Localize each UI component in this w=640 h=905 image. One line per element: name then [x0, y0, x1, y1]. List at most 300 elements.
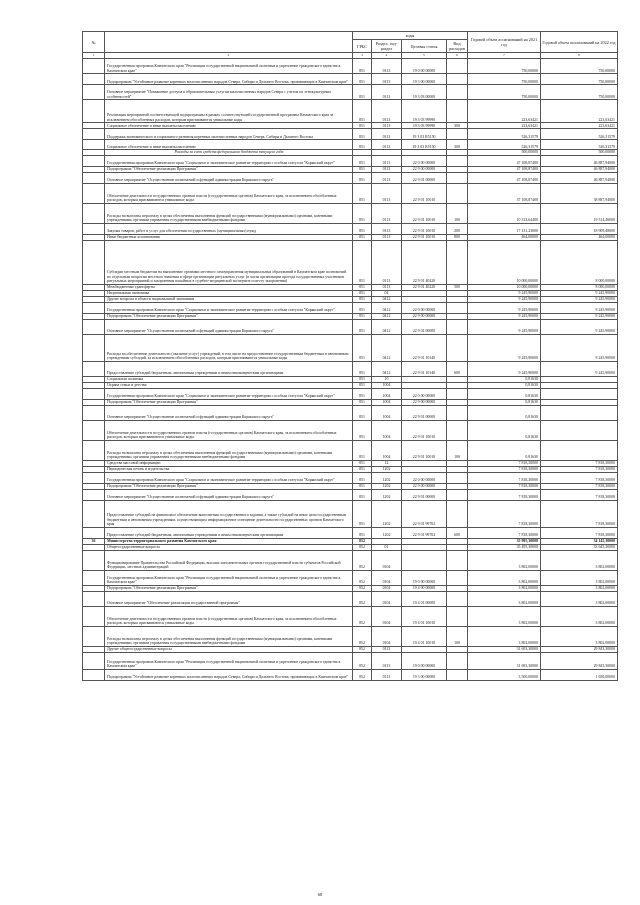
row-rzpr: 1202 — [372, 527, 402, 538]
row-rzpr: 0113 — [372, 129, 402, 140]
row-position — [83, 183, 105, 203]
table-row — [83, 100, 618, 123]
row-name: Общегосударственные вопросы — [105, 544, 353, 550]
row-amount-2022: 29 843,30000 — [541, 652, 618, 669]
row-csr: 22 9 01 00000 — [402, 405, 447, 420]
row-csr: 22 9 01 10010 — [402, 440, 447, 460]
row-amount-2022: 223,63421 — [541, 123, 618, 129]
row-csr: 22 9 01 40220 — [402, 240, 447, 284]
row-grbs: 852 — [353, 585, 372, 591]
row-rzpr: 0113 — [372, 166, 402, 172]
row-amount-2021: 750,00000 — [468, 74, 541, 85]
row-amount-2022: 526,31579 — [541, 129, 618, 140]
table-body — [83, 59, 618, 681]
table-row — [83, 550, 618, 570]
row-grbs: 851 — [353, 166, 372, 172]
row-name: Основное мероприятие "Осуществление полномочий и функций администрации Корякского округа" — [105, 319, 353, 334]
row-csr: 22 0 00 00000 — [402, 302, 447, 313]
row-amount-2021: 10 000,00000 — [468, 284, 541, 290]
row-grbs: 851 — [353, 420, 372, 440]
row-rzpr: 1202 — [372, 483, 402, 489]
table-row — [83, 489, 618, 500]
row-grbs: 851 — [353, 140, 372, 150]
table-row — [83, 155, 618, 166]
row-rzpr: 0113 — [372, 183, 402, 203]
row-csr: 22 9 01 00000 — [402, 319, 447, 334]
row-amount-2021: 7 818,30000 — [468, 466, 541, 472]
row-name: Межбюджетные трансферты — [105, 284, 353, 290]
row-name: Предоставление субсидий на финансовое обеспечение выполнения государственного задания, а также субсидий на иные цели государственным бюджетным и автономным учреждениям, осуществляющим информационное освещение деятельности государственных органов Камчатского края — [105, 500, 353, 527]
row-vr — [447, 59, 468, 74]
row-rzpr: 04 — [372, 290, 402, 296]
row-amount-2021: 0,81630 — [468, 420, 541, 440]
row-rzpr: 0113 — [372, 240, 402, 284]
table-row — [83, 334, 618, 361]
row-grbs: 852 — [353, 544, 372, 550]
row-amount-2021: 35 495,30000 — [468, 544, 541, 550]
row-name: Другие вопросы в области национальной экономики — [105, 296, 353, 302]
row-amount-2022: 46 887,94000 — [541, 172, 618, 183]
row-amount-2021: 3 802,00000 — [468, 550, 541, 570]
row-csr: 22 9 01 10140 — [402, 361, 447, 376]
row-name: Обеспечение деятельности государственных органов власти (государственных органов) Камчатского края, за исключением обособленных расходов, которым присваиваются уникальные коды — [105, 183, 353, 203]
row-amount-2022: 750,00000 — [541, 85, 618, 100]
row-grbs: 851 — [353, 500, 372, 527]
row-csr: 22 9 01 10010 — [402, 203, 447, 223]
row-csr: 19 4 01 00000 — [402, 591, 447, 606]
row-name: Обеспечение деятельности государственных органов власти (государственных органов) Камчатского края, за исключением обособленных расходов, которым присваиваются уникальные коды — [105, 420, 353, 440]
row-position — [83, 669, 105, 680]
row-vr — [447, 591, 468, 606]
row-vr — [447, 669, 468, 680]
row-amount-2022: 7 818,30000 — [541, 466, 618, 472]
row-name: Подпрограмма "Устойчивое развитие коренных малочисленных народов Севера, Сибири и Дальнего Востока, проживающих в Камчатском крае" — [105, 669, 353, 680]
row-amount-2021: 0,81630 — [468, 382, 541, 388]
row-amount-2022: 3 802,00000 — [541, 550, 618, 570]
row-amount-2021: 3 802,00000 — [468, 626, 541, 646]
table-row — [83, 361, 618, 376]
row-csr: 19 3 03 99990 — [402, 100, 447, 123]
row-csr: 22 0 00 00000 — [402, 472, 447, 483]
table-row — [83, 388, 618, 399]
row-name: Реализация мероприятий соответствующей подпрограммы в рамках соответствующей государственной программы Камчатского края за исключением обособленных расходов, которым присваиваются уникальные коды — [105, 100, 353, 123]
row-amount-2022 — [541, 420, 618, 440]
row-vr — [447, 155, 468, 166]
row-amount-2021: 223,63421 — [468, 100, 541, 123]
row-rzpr: 1004 — [372, 420, 402, 440]
row-amount-2021: 7 818,30000 — [468, 489, 541, 500]
row-grbs: 851 — [353, 223, 372, 234]
row-grbs: 851 — [353, 290, 372, 296]
row-vr — [447, 570, 468, 585]
row-grbs: 851 — [353, 183, 372, 203]
row-grbs: 852 — [353, 570, 372, 585]
page-number: 68 — [317, 892, 323, 897]
row-amount-2022: 7 818,30000 — [541, 489, 618, 500]
row-csr: 19 3 03 R5150 — [402, 129, 447, 140]
row-name: Охрана семьи и детства — [105, 382, 353, 388]
row-name: Государственная программа Камчатского края "Социальное и экономическое развитие территории с особым статусом "Корякский округ" — [105, 388, 353, 399]
row-position — [83, 74, 105, 85]
row-amount-2022: 464,00000 — [541, 234, 618, 240]
row-rzpr: 0412 — [372, 313, 402, 319]
row-name: Подпрограмма "Обеспечение реализации Программы" — [105, 166, 353, 172]
row-grbs: 851 — [353, 123, 372, 129]
row-amount-2022: 9 245,90000 — [541, 313, 618, 319]
row-name: Подпрограмма "Обеспечение реализации Программы" — [105, 483, 353, 489]
row-csr: 22 9 00 00000 — [402, 399, 447, 405]
table-row — [83, 591, 618, 606]
table-row — [83, 669, 618, 680]
row-amount-2022: 8 000,00000 — [541, 284, 618, 290]
row-vr — [447, 74, 468, 85]
row-amount-2021: 9 245,90000 — [468, 290, 541, 296]
table-row — [83, 59, 618, 74]
row-vr — [447, 652, 468, 669]
row-amount-2021: 0,81630 — [468, 405, 541, 420]
row-name: Основное мероприятие "Обеспечение реализации государственной программы" — [105, 591, 353, 606]
row-position — [83, 405, 105, 420]
row-rzpr: 0104 — [372, 626, 402, 646]
row-position — [83, 223, 105, 234]
row-position — [83, 570, 105, 585]
row-rzpr: 0412 — [372, 334, 402, 361]
row-amount-2021: 31 693,30000 — [468, 646, 541, 652]
header-index: 8 — [541, 53, 618, 59]
table-row — [83, 74, 618, 85]
table-row — [83, 140, 618, 150]
row-name: Средства массовой информации — [105, 460, 353, 466]
row-name: Расходы на обеспечение деятельности (оказание услуг) учреждений, в том числе на предоставление государственным бюджетным и автономным учреждениям субсидий, за исключением обособленных расходов, которым присваиваются уникальные коды — [105, 334, 353, 361]
row-amount-2022: 223,63421 — [541, 100, 618, 123]
row-amount-2022: 33 645,30000 — [541, 544, 618, 550]
row-amount-2021: 7 818,30000 — [468, 527, 541, 538]
row-amount-2022: 750,00000 — [541, 59, 618, 74]
row-grbs: 851 — [353, 399, 372, 405]
table-header — [83, 32, 618, 59]
row-csr — [402, 550, 447, 570]
row-amount-2022 — [541, 405, 618, 420]
row-amount-2021: 0,81630 — [468, 440, 541, 460]
row-amount-2021: 7 818,30000 — [468, 500, 541, 527]
row-grbs: 851 — [353, 284, 372, 290]
header-index: 4 — [372, 53, 402, 59]
row-grbs: 851 — [353, 313, 372, 319]
table-row — [83, 500, 618, 527]
row-grbs: 852 — [353, 626, 372, 646]
row-vr: 100 — [447, 440, 468, 460]
row-csr: 19 4 00 00000 — [402, 585, 447, 591]
row-name: Предоставление субсидий бюджетным, автономным учреждениям и иным некоммерческим организациям — [105, 527, 353, 538]
row-position — [83, 489, 105, 500]
row-position — [83, 59, 105, 74]
row-vr — [447, 183, 468, 203]
row-grbs: 852 — [353, 550, 372, 570]
row-vr: 100 — [447, 203, 468, 223]
row-rzpr: 0113 — [372, 652, 402, 669]
row-rzpr: 1004 — [372, 388, 402, 399]
header-index: 6 — [447, 53, 468, 59]
row-rzpr: 0412 — [372, 361, 402, 376]
row-csr: 19 4 01 10010 — [402, 606, 447, 626]
row-vr — [447, 172, 468, 183]
header-csr: Целевая статья — [402, 40, 447, 53]
row-vr — [447, 240, 468, 284]
table-row — [83, 570, 618, 585]
row-amount-2022: 7 818,30000 — [541, 527, 618, 538]
row-name: Государственная программа Камчатского края "Социальное и экономическое развитие территории с особым статусом "Корякский округ" — [105, 302, 353, 313]
row-grbs: 851 — [353, 361, 372, 376]
row-position — [83, 85, 105, 100]
row-name: Расходы на выплаты персоналу в целях обеспечения выполнения функций государственными (муниципальными) органами, казенными учреждениями, органами управления государственными внебюджетными фондами — [105, 626, 353, 646]
row-rzpr: 0113 — [372, 155, 402, 166]
row-csr: 22 9 01 40220 — [402, 284, 447, 290]
row-amount-2022: 3 802,00000 — [541, 585, 618, 591]
row-position — [83, 302, 105, 313]
row-position — [83, 155, 105, 166]
row-position — [83, 240, 105, 284]
header-num: № — [83, 32, 105, 53]
row-name: Предоставление субсидий бюджетным, автономным учреждениям и иным некоммерческим организациям — [105, 361, 353, 376]
row-vr: 300 — [447, 140, 468, 150]
row-rzpr: 0412 — [372, 302, 402, 313]
row-amount-2021: 9 245,90000 — [468, 319, 541, 334]
row-grbs: 852 — [353, 606, 372, 626]
row-vr — [447, 489, 468, 500]
row-grbs: 851 — [353, 240, 372, 284]
row-amount-2021: 223,63421 — [468, 123, 541, 129]
row-grbs: 851 — [353, 472, 372, 483]
row-grbs: 851 — [353, 234, 372, 240]
row-amount-2021: 750,00000 — [468, 59, 541, 74]
row-rzpr: 1004 — [372, 399, 402, 405]
row-amount-2021: 17 131,23000 — [468, 223, 541, 234]
row-rzpr: 0113 — [372, 646, 402, 652]
row-amount-2022: 3 802,00000 — [541, 626, 618, 646]
row-amount-2021: 47 108,87400 — [468, 172, 541, 183]
row-grbs: 851 — [353, 85, 372, 100]
row-name: Социальное обеспечение и иные выплаты населению — [105, 123, 353, 129]
header-grbs: ГРБС — [353, 40, 372, 53]
row-grbs: 852 — [353, 646, 372, 652]
table-row — [83, 420, 618, 440]
row-amount-2022: 9 245,90000 — [541, 290, 618, 296]
row-grbs: 852 — [353, 591, 372, 606]
row-grbs: 851 — [353, 489, 372, 500]
row-position — [83, 172, 105, 183]
row-rzpr: 0104 — [372, 585, 402, 591]
table-row — [83, 172, 618, 183]
row-csr: 19 0 00 00000 — [402, 652, 447, 669]
row-grbs: 851 — [353, 440, 372, 460]
row-amount-2022: 750,00000 — [541, 74, 618, 85]
row-grbs: 851 — [353, 74, 372, 85]
row-amount-2021: 3 802,00000 — [468, 591, 541, 606]
row-amount-2021: 7 818,30000 — [468, 460, 541, 466]
row-amount-2021: 464,00000 — [468, 234, 541, 240]
row-amount-2022: 8 000,00000 — [541, 240, 618, 284]
row-name: Основное мероприятие "Повышение доступа к образовательным услугам малочисленных народов Севера с учетом их этнокультурных особенностей" — [105, 85, 353, 100]
table-row — [83, 319, 618, 334]
row-name: Подпрограмма "Устойчивое развитие коренных малочисленных народов Севера, Сибири и Дальнего Востока, проживающих в Камчатском крае" — [105, 74, 353, 85]
row-amount-2022: 7 818,30000 — [541, 460, 618, 466]
row-amount-2021: 0,81630 — [468, 388, 541, 399]
row-name: Обеспечение деятельности государственных органов власти (государственных органов) Камчатского края, за исключением обособленных расходов, которым присваиваются уникальные коды — [105, 606, 353, 626]
row-name: Основное мероприятие "Осуществление полномочий и функций администрации Корякского округа" — [105, 172, 353, 183]
row-vr: 300 — [447, 123, 468, 129]
row-csr: 22 9 01 10010 — [402, 234, 447, 240]
row-name: Расходы за счет средств федерального бюджета текущего года — [105, 150, 353, 156]
row-name: Субсидии местным бюджетам на выполнение органами местного самоуправления муниципальных образований в Камчатском крае полномочий по отдельным вопросам местного значения в сфере организации ритуальных услуг (в части организации проезда государственных участников ритуальных мероприятий и захоронения покойных в судебно-медицинской экспертизе и месту захоронения) — [105, 240, 353, 284]
row-amount-2021: 47 108,87400 — [468, 155, 541, 166]
header-name — [105, 32, 353, 53]
row-amount-2022: 9 245,90000 — [541, 319, 618, 334]
row-amount-2021: 3 802,00000 — [468, 606, 541, 626]
header-index: 5 — [402, 53, 447, 59]
row-amount-2021: 7 818,30000 — [468, 472, 541, 483]
row-name: Государственная программа Камчатского края "Реализация государственной национальной политики и укрепление гражданского единства в Камчатском крае" — [105, 570, 353, 585]
row-rzpr: 1004 — [372, 405, 402, 420]
row-grbs: 851 — [353, 382, 372, 388]
row-vr: 500 — [447, 284, 468, 290]
header-index: 3 — [353, 53, 372, 59]
row-rzpr: 1202 — [372, 466, 402, 472]
row-grbs: 851 — [353, 302, 372, 313]
row-amount-2022: 34 145,30000 — [541, 538, 618, 544]
row-amount-2022: 7 818,30000 — [541, 483, 618, 489]
row-rzpr: 0113 — [372, 100, 402, 123]
row-grbs: 851 — [353, 100, 372, 123]
row-amount-2022: 9 245,90000 — [541, 361, 618, 376]
header-rzpr: Раздел, под-раздел — [372, 40, 402, 53]
row-amount-2021: 9 245,90000 — [468, 361, 541, 376]
row-grbs: 851 — [353, 388, 372, 399]
row-vr — [447, 606, 468, 626]
row-position — [83, 440, 105, 460]
row-amount-2022: 29 843,30000 — [541, 646, 618, 652]
row-amount-2022: 38 887,94000 — [541, 183, 618, 203]
row-name: Национальная экономика — [105, 290, 353, 296]
row-name: Государственная программа Камчатского края "Реализация государственной национальной политики и укрепление гражданского единства в Камчатском крае" — [105, 59, 353, 74]
row-rzpr: 0412 — [372, 319, 402, 334]
row-csr: 22 9 01 99702 — [402, 500, 447, 527]
row-amount-2021: 526,31579 — [468, 129, 541, 140]
header-index: 7 — [468, 53, 541, 59]
row-grbs: 851 — [353, 527, 372, 538]
row-rzpr: 0113 — [372, 59, 402, 74]
row-position — [83, 140, 105, 150]
row-vr — [447, 334, 468, 361]
row-amount-2021: 526,31579 — [468, 140, 541, 150]
row-csr: 19 0 00 00000 — [402, 59, 447, 74]
row-grbs: 851 — [353, 376, 372, 382]
row-rzpr: 0113 — [372, 234, 402, 240]
row-position — [83, 129, 105, 140]
table-row — [83, 302, 618, 313]
row-amount-2021: 35 995,30000 — [468, 538, 541, 544]
row-position — [83, 334, 105, 361]
row-name: Расходы на выплаты персоналу в целях обеспечения выполнения функций государственными (муниципальными) органами, казенными учреждениями, органами управления государственными внебюджетными фондами — [105, 203, 353, 223]
row-csr: 19 4 01 10010 — [402, 626, 447, 646]
header-codes: коды — [353, 32, 468, 40]
table-row — [83, 626, 618, 646]
row-amount-2022: 9 245,90000 — [541, 302, 618, 313]
row-name: Расходы на выплаты персоналу в целях обеспечения выполнения функций государственными (муниципальными) органами, казенными учреждениями, органами управления государственными внебюджетными фондами — [105, 440, 353, 460]
row-name: Государственная программа Камчатского края "Социальное и экономическое развитие территории с особым статусом "Корякский округ" — [105, 155, 353, 166]
row-rzpr: 01 — [372, 544, 402, 550]
row-csr: 22 9 01 00000 — [402, 489, 447, 500]
row-vr — [447, 500, 468, 527]
row-vr — [447, 85, 468, 100]
row-vr — [447, 302, 468, 313]
row-grbs: 852 — [353, 538, 372, 544]
row-position — [83, 550, 105, 570]
row-rzpr: 1202 — [372, 489, 402, 500]
row-position — [83, 420, 105, 440]
row-csr: 22 0 00 00000 — [402, 155, 447, 166]
row-rzpr: 0104 — [372, 606, 402, 626]
row-amount-2021: 3 500,00000 — [468, 669, 541, 680]
row-amount-2022: 7 818,30000 — [541, 472, 618, 483]
row-amount-2022: 526,31579 — [541, 140, 618, 150]
row-position — [83, 591, 105, 606]
row-rzpr: 1004 — [372, 440, 402, 460]
row-rzpr: 1202 — [372, 472, 402, 483]
row-csr: 22 9 00 00000 — [402, 166, 447, 172]
row-name: Социальная политика — [105, 376, 353, 382]
table-row — [83, 606, 618, 626]
row-vr: 100 — [447, 626, 468, 646]
row-position — [83, 626, 105, 646]
row-rzpr: 1202 — [372, 500, 402, 527]
row-amount-2021: 3 802,00000 — [468, 585, 541, 591]
row-csr: 19 3 03 R5150 — [402, 140, 447, 150]
row-vr — [447, 129, 468, 140]
row-grbs: 851 — [353, 334, 372, 361]
row-position — [83, 203, 105, 223]
row-grbs: 851 — [353, 296, 372, 302]
row-grbs: 851 — [353, 483, 372, 489]
row-amount-2022 — [541, 388, 618, 399]
row-csr: 19 3 00 00000 — [402, 669, 447, 680]
row-position — [83, 527, 105, 538]
table-row — [83, 85, 618, 100]
table-row — [83, 652, 618, 669]
row-amount-2021: 47 108,87400 — [468, 166, 541, 172]
row-amount-2022: 7 818,30000 — [541, 500, 618, 527]
row-vr — [447, 388, 468, 399]
row-name: Подпрограмма "Обеспечение реализации Программы" — [105, 313, 353, 319]
row-csr: 22 9 01 99702 — [402, 527, 447, 538]
row-position — [83, 319, 105, 334]
row-amount-2021: 10 000,00000 — [468, 240, 541, 284]
row-name: Закупка товаров, работ и услуг для обеспечения государственных (муниципальных) нужд — [105, 223, 353, 234]
budget-table — [82, 31, 618, 681]
row-name: Государственная программа Камчатского края "Реализация государственной национальной политики и укрепление гражданского единства в Камчатском крае" — [105, 652, 353, 669]
row-name: Подпрограмма "Обеспечение реализации Программы" — [105, 585, 353, 591]
row-name: Подпрограмма "Обеспечение реализации Программы" — [105, 399, 353, 405]
row-grbs: 851 — [353, 155, 372, 166]
row-amount-2022: 18 909,48000 — [541, 223, 618, 234]
row-name: Иные бюджетные ассигнования — [105, 234, 353, 240]
header-index: 2 — [105, 53, 353, 59]
row-amount-2022: 46 887,94000 — [541, 166, 618, 172]
row-grbs: 851 — [353, 203, 372, 223]
table-row — [83, 183, 618, 203]
row-vr: 800 — [447, 234, 468, 240]
table-row — [83, 203, 618, 223]
row-vr — [447, 472, 468, 483]
